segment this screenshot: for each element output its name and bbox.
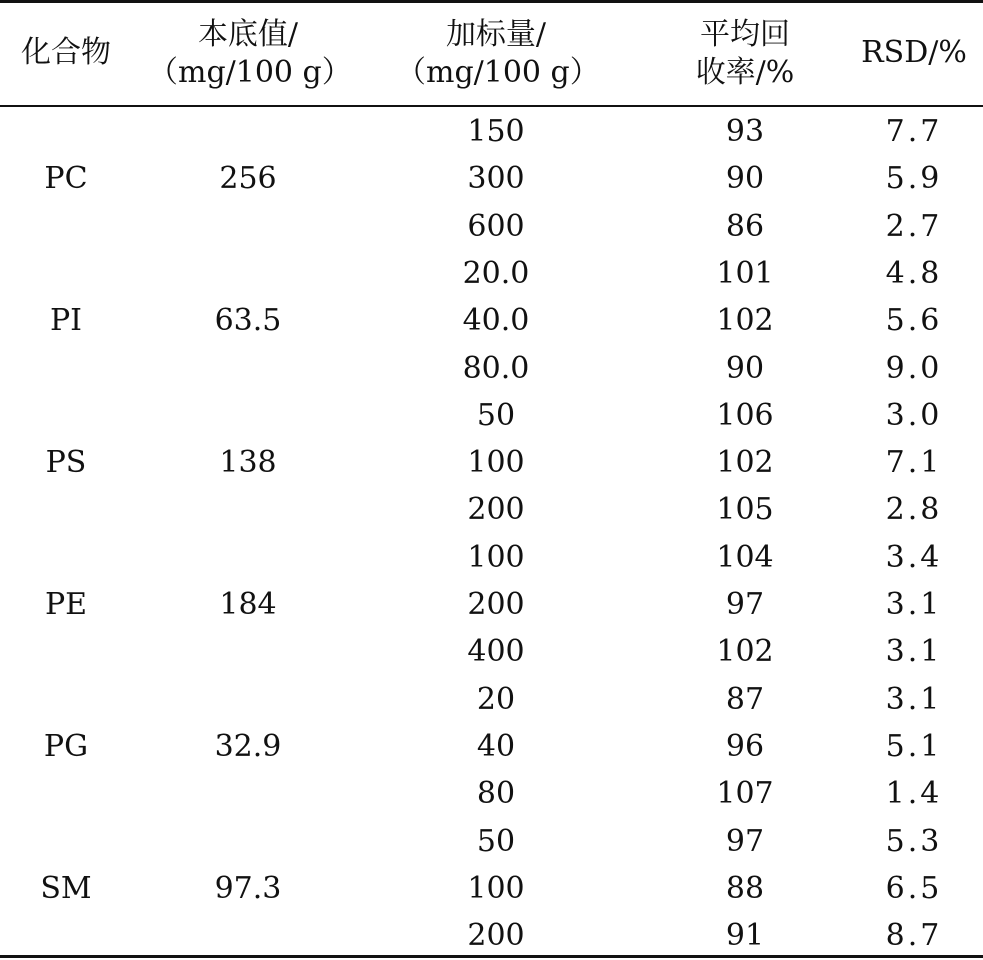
cell-rsd: 5.6: [885, 303, 943, 339]
cell-compound: PI: [49, 303, 83, 339]
cell-recovery: 90: [725, 350, 765, 386]
cell-recovery: 97: [725, 823, 765, 859]
cell-spike: 20.0: [462, 255, 530, 291]
cell-spike: 400: [467, 634, 525, 670]
cell-base-value: 63.5: [214, 303, 282, 339]
cell-recovery: 102: [716, 634, 774, 670]
header-avg-recovery-line2: 收率/%: [695, 55, 795, 90]
header-spike-amount: [396, 16, 600, 92]
table-header-rule: [0, 105, 983, 107]
cell-spike: 80.0: [462, 350, 530, 386]
header-spike-amount-line1: 加标量/: [445, 17, 547, 52]
cell-spike: 200: [467, 918, 525, 954]
cell-compound: PS: [45, 445, 87, 481]
cell-recovery: 107: [716, 776, 774, 812]
header-base-value: [148, 16, 352, 92]
cell-rsd: 2.7: [885, 208, 943, 244]
cell-rsd: 7.7: [885, 114, 943, 149]
cell-rsd: 5.1: [885, 728, 943, 764]
header-avg-recovery-line1: 平均回: [700, 17, 790, 52]
cell-spike: 200: [467, 492, 525, 528]
cell-rsd: 8.7: [885, 918, 943, 954]
header-rsd: [845, 34, 983, 72]
table-top-rule: [0, 0, 983, 3]
header-compound: [0, 34, 132, 72]
cell-spike: 600: [467, 208, 525, 244]
cell-spike: 150: [467, 114, 525, 149]
cell-rsd: 3.0: [885, 397, 943, 433]
cell-spike: 300: [467, 161, 525, 197]
cell-spike: 20: [476, 681, 516, 717]
cell-rsd: 6.5: [885, 870, 943, 906]
cell-compound: PG: [43, 728, 89, 764]
table-bottom-rule: [0, 955, 983, 958]
header-base-value-line2: （mg/100 g）: [148, 55, 352, 90]
cell-rsd: 9.0: [885, 350, 943, 386]
cell-rsd: 4.8: [885, 255, 943, 291]
cell-recovery: 88: [725, 870, 765, 906]
cell-rsd: 3.1: [885, 634, 943, 670]
cell-compound: PE: [44, 587, 88, 622]
cell-rsd: 3.1: [885, 681, 943, 717]
header-base-value-line1: 本底值/: [197, 17, 299, 52]
cell-base-value: 32.9: [214, 728, 282, 764]
cell-rsd: 5.9: [885, 161, 943, 197]
cell-rsd: 3.1: [885, 587, 943, 622]
cell-rsd: 5.3: [885, 823, 943, 859]
cell-spike: 40.0: [462, 303, 530, 339]
cell-base-value: 256: [219, 161, 277, 197]
cell-spike: 50: [476, 823, 516, 859]
cell-rsd: 3.4: [885, 539, 943, 575]
cell-recovery: 102: [716, 303, 774, 339]
cell-recovery: 101: [716, 255, 774, 291]
cell-spike: 50: [476, 397, 516, 433]
cell-rsd: 1.4: [885, 776, 943, 812]
cell-recovery: 93: [725, 114, 765, 149]
cell-spike: 200: [467, 587, 525, 622]
cell-compound: PC: [44, 161, 88, 197]
cell-recovery: 97: [725, 587, 765, 622]
cell-base-value: 97.3: [214, 870, 282, 906]
cell-recovery: 104: [716, 539, 774, 575]
cell-spike: 100: [467, 539, 525, 575]
header-rsd-label: RSD/%: [861, 35, 967, 70]
cell-recovery: 87: [725, 681, 765, 717]
cell-spike: 100: [467, 445, 525, 481]
cell-recovery: 106: [716, 397, 774, 433]
cell-base-value: 138: [219, 445, 277, 481]
cell-compound: SM: [40, 870, 92, 906]
cell-recovery: 86: [725, 208, 765, 244]
cell-spike: 100: [467, 870, 525, 906]
cell-recovery: 91: [725, 918, 765, 954]
cell-base-value: 184: [219, 587, 277, 622]
header-compound-label: 化合物: [21, 35, 111, 70]
cell-rsd: 7.1: [885, 445, 943, 481]
cell-rsd: 2.8: [885, 492, 943, 528]
cell-spike: 40: [476, 728, 516, 764]
cell-recovery: 96: [725, 728, 765, 764]
cell-recovery: 90: [725, 161, 765, 197]
header-spike-amount-line2: （mg/100 g）: [396, 55, 600, 90]
header-avg-recovery: [645, 16, 845, 92]
cell-recovery: 102: [716, 445, 774, 481]
cell-recovery: 105: [716, 492, 774, 528]
cell-spike: 80: [476, 776, 516, 812]
